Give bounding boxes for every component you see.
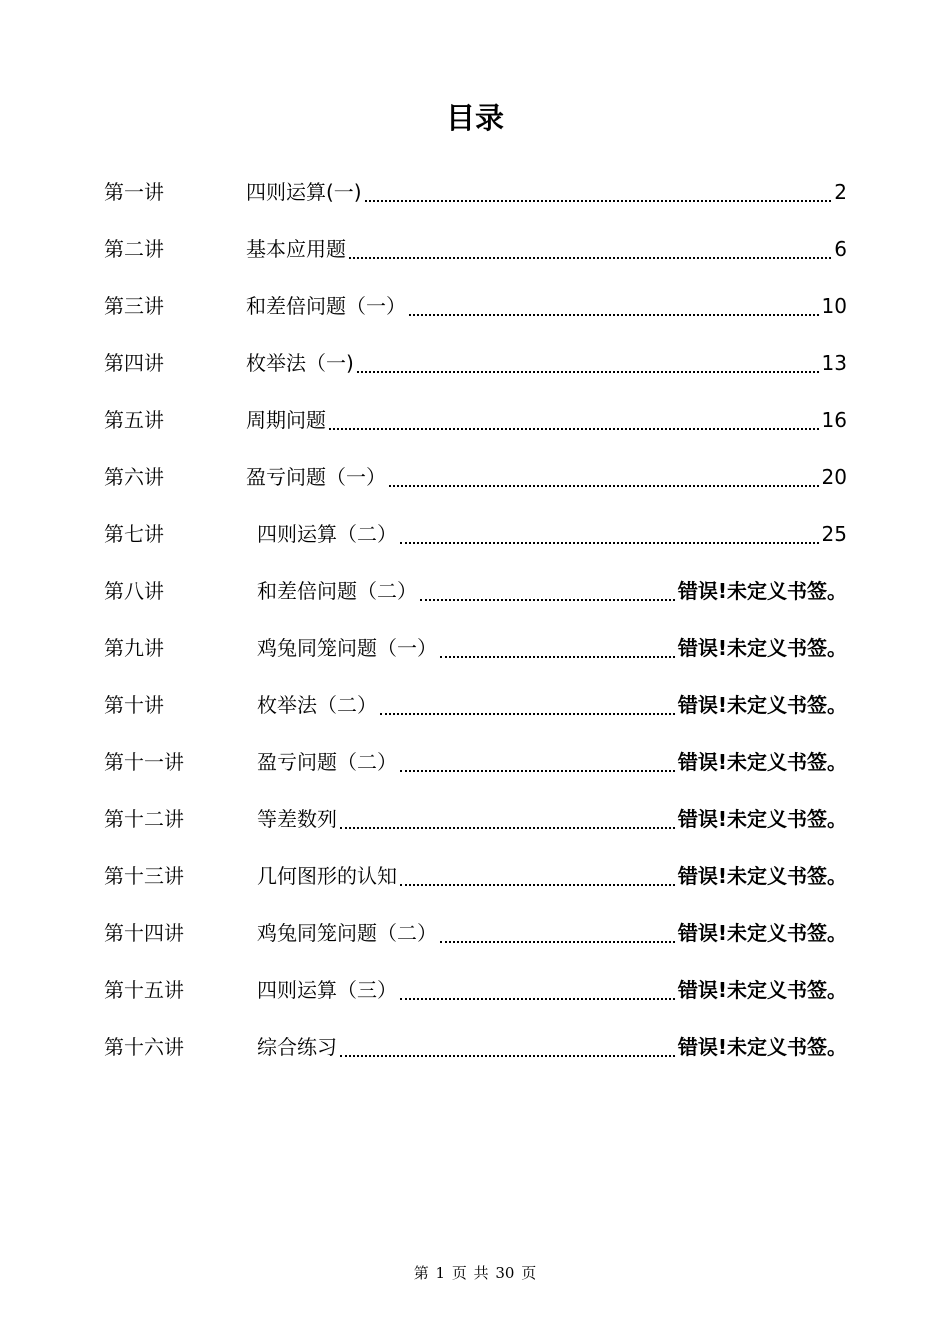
toc-entry-page-error: 错误!未定义书签。	[677, 578, 847, 603]
toc-entry-title: 几何图形的认知	[257, 863, 397, 888]
toc-entry-title: 周期问题	[246, 407, 326, 432]
toc-dot-leader	[365, 200, 832, 202]
toc-entry-page-error: 错误!未定义书签。	[677, 692, 847, 717]
toc-dot-leader	[340, 827, 675, 829]
toc-entry[interactable]	[104, 562, 847, 619]
toc-dot-leader	[409, 314, 819, 316]
toc-entry-title: 枚举法（一)	[246, 350, 354, 375]
toc-entry-title: 综合练习	[257, 1034, 337, 1059]
toc-entry-number: 第一讲	[104, 179, 164, 204]
toc-entry-number: 第四讲	[104, 350, 164, 375]
toc-entry-number: 第十五讲	[104, 977, 184, 1002]
toc-entry[interactable]	[104, 847, 847, 904]
toc-entry-number: 第八讲	[104, 578, 164, 603]
toc-entry[interactable]	[104, 619, 847, 676]
toc-entry-page-error: 错误!未定义书签。	[677, 806, 847, 831]
toc-entry-page: 6	[834, 236, 847, 261]
table-of-contents	[104, 163, 847, 1075]
toc-dot-leader	[389, 485, 819, 487]
toc-entry[interactable]	[104, 790, 847, 847]
toc-entry-title: 和差倍问题（一）	[246, 293, 406, 318]
toc-entry-title: 四则运算(一)	[246, 179, 362, 204]
toc-entry-number: 第十二讲	[104, 806, 184, 831]
toc-entry[interactable]	[104, 163, 847, 220]
toc-entry-page: 2	[834, 179, 847, 204]
toc-entry-page: 20	[821, 464, 847, 489]
toc-entry[interactable]	[104, 277, 847, 334]
toc-entry-number: 第十一讲	[104, 749, 184, 774]
toc-dot-leader	[420, 599, 675, 601]
toc-entry-number: 第五讲	[104, 407, 164, 432]
toc-entry-title: 四则运算（二）	[257, 521, 397, 546]
toc-entry-title: 基本应用题	[246, 236, 346, 261]
toc-dot-leader	[400, 770, 675, 772]
toc-dot-leader	[380, 713, 675, 715]
toc-entry-page: 25	[821, 521, 847, 546]
toc-entry-number: 第三讲	[104, 293, 164, 318]
toc-entry-page-error: 错误!未定义书签。	[677, 863, 847, 888]
toc-dot-leader	[349, 257, 831, 259]
toc-dot-leader	[440, 941, 675, 943]
toc-entry-title: 鸡兔同笼问题（一）	[257, 635, 437, 660]
toc-entry[interactable]	[104, 1018, 847, 1075]
toc-entry-number: 第十四讲	[104, 920, 184, 945]
toc-entry-number: 第七讲	[104, 521, 164, 546]
toc-dot-leader	[400, 542, 819, 544]
toc-entry-number: 第十三讲	[104, 863, 184, 888]
toc-entry[interactable]	[104, 733, 847, 790]
toc-entry-number: 第二讲	[104, 236, 164, 261]
toc-entry-title: 盈亏问题（一）	[246, 464, 386, 489]
page-title: 目录	[445, 101, 504, 135]
toc-entry-title: 枚举法（二）	[257, 692, 377, 717]
toc-dot-leader	[329, 428, 819, 430]
toc-entry-number: 第六讲	[104, 464, 164, 489]
toc-entry[interactable]	[104, 676, 847, 733]
toc-entry-page-error: 错误!未定义书签。	[677, 1034, 847, 1059]
toc-dot-leader	[400, 998, 675, 1000]
toc-entry-page: 10	[821, 293, 847, 318]
toc-entry-page-error: 错误!未定义书签。	[677, 635, 847, 660]
toc-dot-leader	[357, 371, 819, 373]
toc-entry[interactable]	[104, 448, 847, 505]
toc-entry-title: 和差倍问题（二）	[257, 578, 417, 603]
toc-entry-number: 第十六讲	[104, 1034, 184, 1059]
toc-entry[interactable]	[104, 904, 847, 961]
toc-entry-number: 第十讲	[104, 692, 164, 717]
page-footer: 第 1 页 共 30 页	[413, 1264, 537, 1282]
toc-entry-page-error: 错误!未定义书签。	[677, 749, 847, 774]
toc-dot-leader	[440, 656, 675, 658]
toc-entry-title: 鸡兔同笼问题（二）	[257, 920, 437, 945]
toc-entry-page-error: 错误!未定义书签。	[677, 977, 847, 1002]
toc-entry[interactable]	[104, 334, 847, 391]
toc-entry[interactable]	[104, 961, 847, 1018]
toc-dot-leader	[400, 884, 675, 886]
toc-entry-title: 盈亏问题（二）	[257, 749, 397, 774]
toc-entry-number: 第九讲	[104, 635, 164, 660]
toc-entry[interactable]	[104, 220, 847, 277]
toc-entry-page-error: 错误!未定义书签。	[677, 920, 847, 945]
toc-entry[interactable]	[104, 505, 847, 562]
toc-dot-leader	[340, 1055, 675, 1057]
toc-entry[interactable]	[104, 391, 847, 448]
toc-entry-title: 四则运算（三）	[257, 977, 397, 1002]
toc-entry-title: 等差数列	[257, 806, 337, 831]
toc-entry-page: 16	[821, 407, 847, 432]
toc-entry-page: 13	[821, 350, 847, 375]
